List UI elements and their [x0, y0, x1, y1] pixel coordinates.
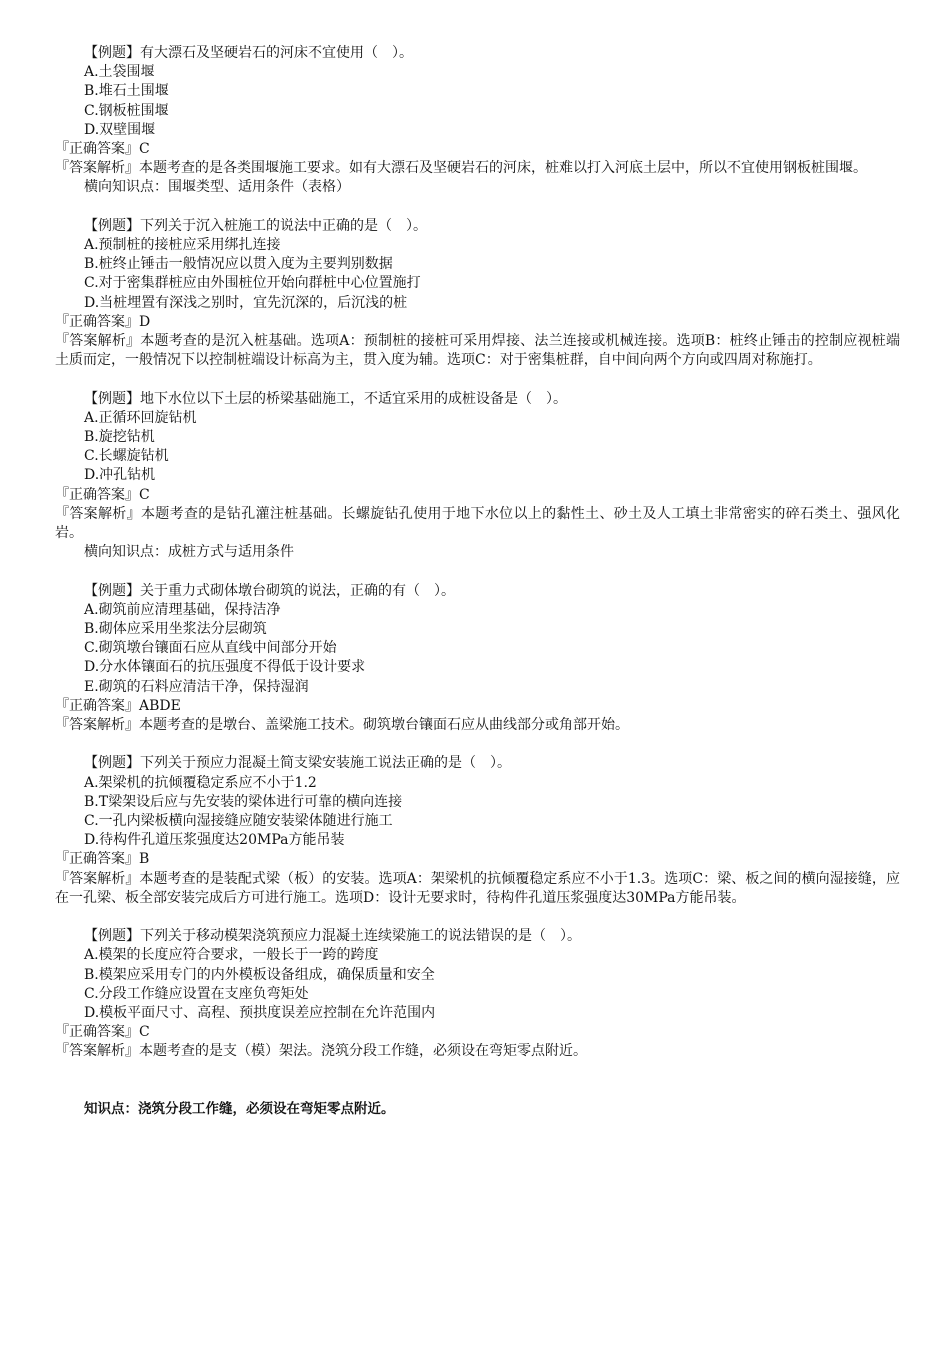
- document-page: [55, 44, 900, 1119]
- question-1: [55, 44, 900, 198]
- cross-knowledge-note: 横向知识点：围堰类型、适用条件（表格）: [84, 179, 350, 196]
- option: C.对于密集群桩应由外围桩位开始向群桩中心位置施打: [84, 275, 421, 292]
- question-5: [55, 754, 900, 908]
- question-stem: 【例题】下列关于预应力混凝土简支梁安装施工说法正确的是（ ）。: [84, 755, 511, 772]
- option: C.砌筑墩台镶面石应从直线中间部分开始: [84, 640, 337, 657]
- option: A.砌筑前应清理基础，保持洁净: [84, 601, 281, 618]
- option: C.分段工作缝应设置在支座负弯矩处: [84, 985, 309, 1002]
- option: A.预制桩的接桩应采用绑扎连接: [84, 237, 281, 254]
- option: D.分水体镶面石的抗压强度不得低于设计要求: [84, 659, 366, 676]
- answer-explanation: 『答案解析』本题考查的是墩台、盖梁施工技术。砌筑墩台镶面石应从曲线部分或角部开始。: [55, 717, 629, 734]
- option: B.桩终止锤击一般情况应以贯入度为主要判别数据: [84, 256, 393, 273]
- option: C.钢板桩围堰: [84, 102, 169, 119]
- option: D.冲孔钻机: [84, 467, 156, 484]
- question-stem: 【例题】下列关于沉入桩施工的说法中正确的是（ ）。: [84, 217, 427, 234]
- answer-explanation: 『答案解析』本题考查的是支（模）架法。浇筑分段工作缝，必须设在弯矩零点附近。: [55, 1043, 587, 1060]
- correct-answer: 『正确答案』B: [55, 851, 150, 868]
- option: B.模架应采用专门的内外模板设备组成，确保质量和安全: [84, 966, 435, 983]
- answer-explanation: 『答案解析』本题考查的是装配式梁（板）的安装。选项A：架梁机的抗倾覆稳定系应不小于1.3。选项C：梁、板之间的横向湿接缝，应在一孔梁、板全部安装完成后方可进行施工。选项D：设计无要求时，待构件孔道压浆强度达30MPa方能吊装。: [55, 870, 900, 906]
- question-stem: 【例题】有大漂石及坚硬岩石的河床不宜使用（ ）。: [84, 45, 413, 61]
- option: C.长螺旋钻机: [84, 448, 169, 465]
- option: A.土袋围堰: [84, 64, 155, 81]
- option: B.砌体应采用坐浆法分层砌筑: [84, 621, 267, 638]
- option: A.模架的长度应符合要求，一般长于一跨的跨度: [84, 947, 379, 964]
- correct-answer: 『正确答案』C: [55, 141, 150, 158]
- option: A.正循环回旋钻机: [84, 409, 197, 426]
- correct-answer: 『正确答案』C: [55, 486, 150, 503]
- answer-explanation: 『答案解析』本题考查的是沉入桩基础。选项A：预制桩的接桩可采用焊接、法兰连接或机械连接。选项B：桩终止锤击的控制应视桩端土质而定，一般情况下以控制桩端设计标高为主，贯入度为辅。选项C：对于密集桩群，自中间向两个方向或四周对称施打。: [55, 333, 900, 369]
- option: A.架梁机的抗倾覆稳定系应不小于1.2: [84, 774, 317, 791]
- option: D.当桩埋置有深浅之别时，宜先沉深的，后沉浅的桩: [84, 294, 408, 311]
- question-3: [55, 390, 900, 563]
- option: C.一孔内梁板横向湿接缝应随安装梁体随进行施工: [84, 813, 393, 830]
- option: D.模板平面尺寸、高程、预拱度误差应控制在允许范围内: [84, 1005, 436, 1022]
- correct-answer: 『正确答案』ABDE: [55, 697, 181, 714]
- option: D.待构件孔道压浆强度达20MPa方能吊装: [84, 832, 345, 849]
- question-2: [55, 217, 900, 371]
- question-4: [55, 582, 900, 736]
- answer-explanation: 『答案解析』本题考查的是各类围堰施工要求。如有大漂石及坚硬岩石的河床，桩难以打入河底土层中，所以不宜使用钢板桩围堰。: [55, 160, 867, 177]
- question-stem: 【例题】下列关于移动模架浇筑预应力混凝土连续梁施工的说法错误的是（ ）。: [84, 928, 581, 945]
- option: B.旋挖钻机: [84, 429, 155, 446]
- option: E.砌筑的石料应清洁干净，保持湿润: [84, 678, 309, 695]
- question-stem: 【例题】关于重力式砌体墩台砌筑的说法，正确的有（ ）。: [84, 582, 455, 599]
- option: D.双壁围堰: [84, 121, 156, 138]
- question-6: [55, 927, 900, 1061]
- answer-explanation: 『答案解析』本题考查的是钻孔灌注桩基础。长螺旋钻孔使用于地下水位以上的黏性土、砂土及人工填土非常密实的碎石类土、强风化岩。: [55, 505, 900, 542]
- correct-answer: 『正确答案』C: [55, 1024, 150, 1041]
- correct-answer: 『正确答案』D: [55, 313, 151, 330]
- cross-knowledge-note: 横向知识点：成桩方式与适用条件: [84, 544, 294, 561]
- knowledge-point: 知识点：浇筑分段工作缝，必须设在弯矩零点附近。: [84, 1100, 395, 1117]
- question-stem: 【例题】地下水位以下土层的桥梁基础施工，不适宜采用的成桩设备是（ ）。: [84, 390, 567, 407]
- option: B.堆石土围堰: [84, 83, 169, 100]
- option: B.T梁架设后应与先安装的梁体进行可靠的横向连接: [84, 793, 403, 810]
